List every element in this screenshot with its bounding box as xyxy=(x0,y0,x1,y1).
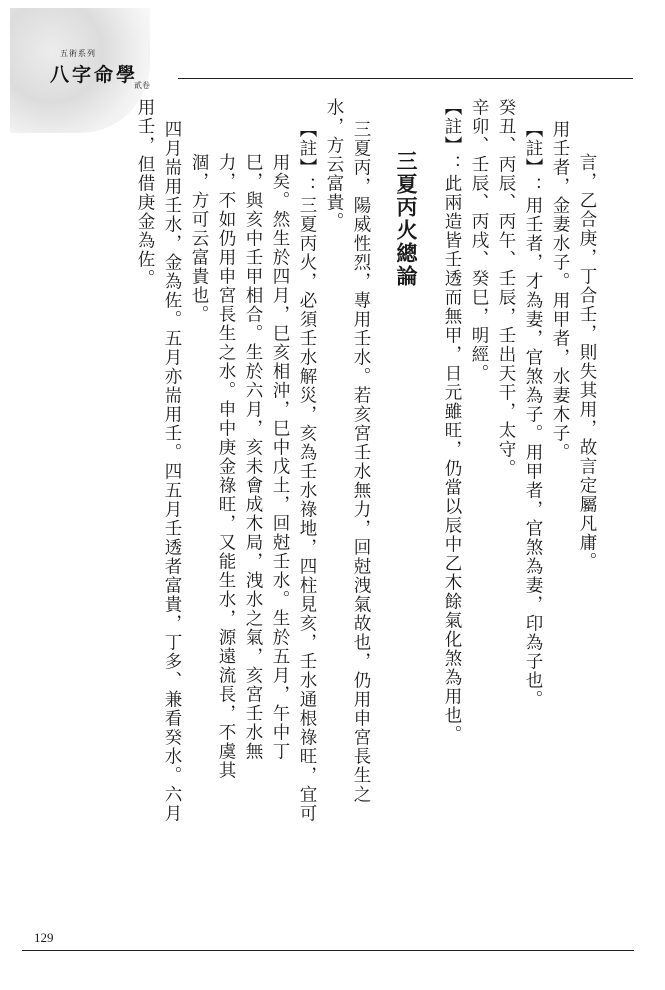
volume-label: 貳卷 xyxy=(134,81,150,90)
text-column-2: 用壬者，金妻水子。用甲者，水妻木子。 xyxy=(550,120,570,462)
section-heading: 三夏丙火總論 xyxy=(394,150,418,288)
series-label: 五術系列 xyxy=(60,49,96,58)
page-number: 129 xyxy=(34,930,54,945)
vertical-text-body xyxy=(60,98,600,918)
text-column-13: 力，不如仍用申宮長生之水。申中庚金祿旺，又能生水，源遠流長，不虞其 xyxy=(216,153,236,780)
text-column-1: 言，乙合庚，丁合壬，則失其用，故言定屬凡庸。 xyxy=(577,153,597,571)
text-column-8: 三夏丙，陽威性烈，專用壬水。若亥宮壬水無力，回尅洩氣故也，仍用申宮長生之 xyxy=(351,120,371,804)
text-column-11: 用矣。然生於四月，巳亥相沖，巳中戊土，回尅壬水。生於五月，午中丁 xyxy=(270,153,290,761)
text-column-5: 辛卯、壬辰、丙戌、癸巳，明經。 xyxy=(469,98,489,383)
text-column-12: 巳，與亥中壬甲相合。生於六月，亥未會成木局，洩水之氣，亥宮壬水無 xyxy=(243,153,263,761)
book-title: 八字命學 xyxy=(50,64,139,86)
text-column-10: 【註】：三夏丙火，必須壬水解災，亥為壬水祿地，四柱見亥，壬水通根祿旺，宜可 xyxy=(297,120,317,823)
header-rule xyxy=(178,78,633,79)
text-column-4: 癸丑、丙辰、丙午、壬辰，壬出天干，太守。 xyxy=(496,98,516,478)
text-column-14: 涸，方可云富貴也。 xyxy=(189,153,209,324)
text-column-6: 【註】：此兩造皆壬透而無甲，日元雖旺，仍當以辰中乙木餘氣化煞為用也。 xyxy=(442,98,462,744)
text-column-15: 四月耑用壬水，金為佐。五月亦耑用壬。四五月壬透者富貴，丁多、兼看癸水。六月 xyxy=(162,120,182,823)
text-column-9: 水，方云富貴。 xyxy=(324,98,344,231)
footer-rule xyxy=(22,950,634,951)
text-column-16: 用壬，但借庚金為佐。 xyxy=(135,98,155,288)
text-column-3: 【註】：用壬者，才為妻，官煞為子。用甲者，官煞為妻，印為子也。 xyxy=(523,120,543,709)
